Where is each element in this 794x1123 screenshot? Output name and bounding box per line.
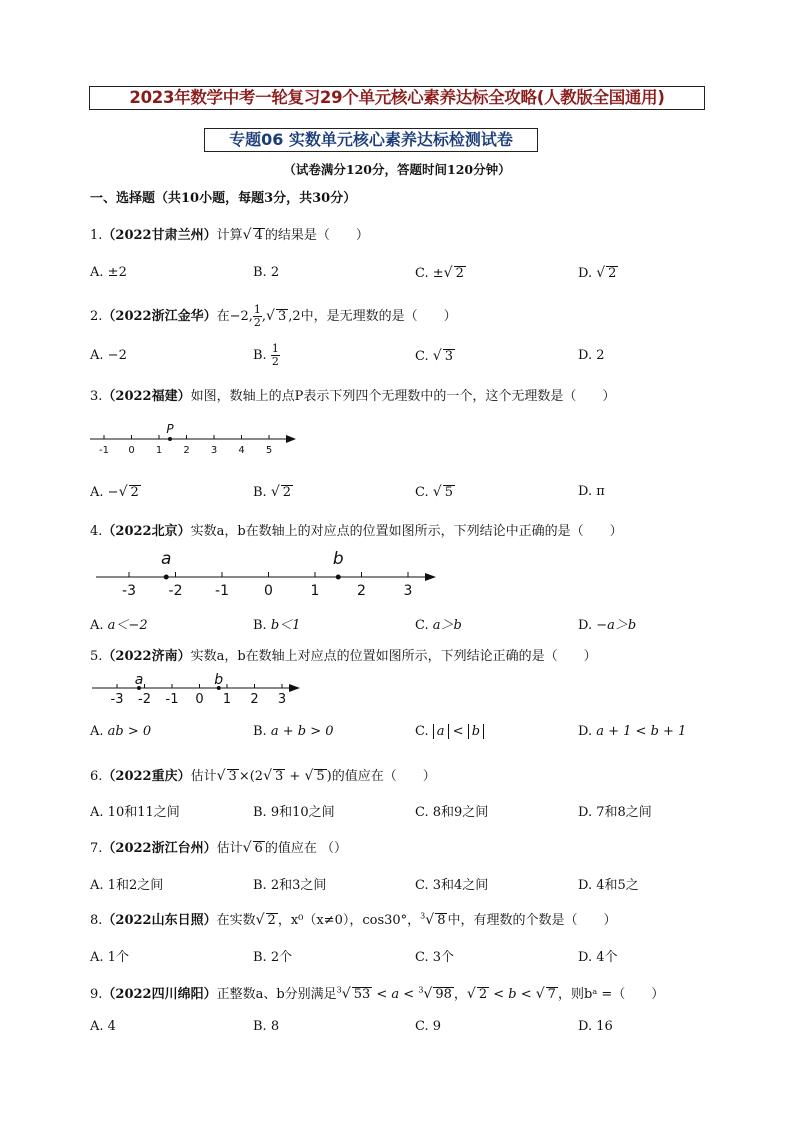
tick-label: -2 bbox=[168, 583, 183, 599]
question-source: （2022浙江台州） bbox=[102, 841, 217, 856]
point-label: P bbox=[166, 422, 174, 436]
tick-label: 0 bbox=[128, 445, 135, 456]
tick-label: 1 bbox=[310, 583, 320, 599]
option-9b[interactable]: B. 8 bbox=[253, 1019, 280, 1034]
number-line-q3 bbox=[90, 418, 305, 460]
option-8d[interactable]: D. 4个 bbox=[578, 950, 618, 965]
tick-label: 2 bbox=[357, 583, 366, 599]
tick-label: 4 bbox=[238, 445, 245, 456]
option-8a[interactable]: A. 1个 bbox=[90, 950, 129, 965]
option-8c[interactable]: C. 3个 bbox=[415, 950, 455, 965]
tick-label: -1 bbox=[165, 692, 179, 707]
question-3: 3.（2022福建）如图，数轴上的点P表示下列四个无理数中的一个，这个无理数是（ ） bbox=[90, 389, 616, 404]
exam-info: （试卷满分120分，答题时间120分钟） bbox=[283, 162, 511, 177]
question-source: （2022北京） bbox=[102, 524, 191, 539]
tick-label: 5 bbox=[265, 445, 273, 456]
question-6: 6.（2022重庆）估计√ 3 ×(2√ 3 + √ 5 )的值应在（ ） bbox=[90, 768, 436, 784]
option-5a[interactable]: A. ab > 0 bbox=[90, 724, 152, 739]
tick-label: 1 bbox=[222, 692, 232, 707]
tick-label: -2 bbox=[138, 692, 151, 707]
option-9a[interactable]: A. 4 bbox=[90, 1019, 116, 1034]
option-9c[interactable]: C. 9 bbox=[415, 1019, 442, 1034]
option-4b[interactable]: B. b＜1 bbox=[253, 618, 301, 633]
point-label: a bbox=[134, 672, 144, 688]
tick-label: -1 bbox=[99, 445, 109, 456]
tick-label: 1 bbox=[155, 445, 163, 456]
option-4c[interactable]: C. a＞b bbox=[415, 618, 462, 633]
point-marker bbox=[168, 437, 172, 441]
topic-title: 专题06 实数单元核心素养达标检测试卷 bbox=[204, 128, 538, 152]
question-source: （2022济南） bbox=[102, 649, 191, 664]
point-marker bbox=[164, 575, 169, 580]
option-2a[interactable]: A. −2 bbox=[90, 348, 127, 363]
question-5: 5.（2022济南）实数a，b在数轴上对应点的位置如图所示，下列结论正确的是（ ） bbox=[90, 649, 597, 664]
option-7b[interactable]: B. 2和3之间 bbox=[253, 878, 327, 893]
option-1d[interactable]: D. √ 2 bbox=[578, 265, 617, 281]
option-6b[interactable]: B. 9和10之间 bbox=[253, 805, 335, 820]
option-6d[interactable]: D. 7和8之间 bbox=[578, 805, 652, 820]
option-5b[interactable]: B. a + b > 0 bbox=[253, 724, 334, 739]
option-7a[interactable]: A. 1和2之间 bbox=[90, 878, 164, 893]
point-marker bbox=[336, 575, 341, 580]
main-title: 2023年数学中考一轮复习29个单元核心素养达标全攻略(人教版全国通用) bbox=[89, 86, 705, 110]
option-4a[interactable]: A. a＜−2 bbox=[90, 618, 148, 633]
tick-label: -1 bbox=[215, 583, 229, 599]
option-7d[interactable]: D. 4和5之 bbox=[578, 878, 639, 893]
question-8: 8.（2022山东日照）在实数√ 2 ，x⁰（x≠0），cos30°，$^3$√ 8 中，有理数的个数是（ ） bbox=[90, 911, 617, 928]
question-source: （2022山东日照） bbox=[102, 913, 217, 928]
point-label: b bbox=[214, 672, 224, 688]
option-3a[interactable]: A. −√ 2 bbox=[90, 484, 139, 500]
option-2d[interactable]: D. 2 bbox=[578, 348, 605, 363]
question-source: （2022甘肃兰州） bbox=[102, 228, 217, 243]
tick-label: -3 bbox=[110, 692, 124, 707]
question-source: （2022浙江金华） bbox=[102, 309, 217, 324]
tick-label: 0 bbox=[264, 583, 273, 599]
tick-label: -3 bbox=[122, 583, 136, 599]
option-8b[interactable]: B. 2个 bbox=[253, 950, 293, 965]
option-1b[interactable]: B. 2 bbox=[253, 265, 280, 280]
question-9: 9.（2022四川绵阳）正整数a、b分别满足$^3$√ 53 < a < $^3$√ 98 ，√ 2 < b < √ 7 ，则bᵃ =（ ） bbox=[90, 985, 665, 1002]
option-7c[interactable]: C. 3和4之间 bbox=[415, 878, 489, 893]
tick-label: 2 bbox=[250, 692, 259, 707]
number-line-q5 bbox=[92, 668, 307, 712]
tick-label: 3 bbox=[403, 583, 413, 599]
option-6a[interactable]: A. 10和11之间 bbox=[90, 805, 180, 820]
question-4: 4.（2022北京）实数a，b在数轴上的对应点的位置如图所示，下列结论中正确的是（ ） bbox=[90, 524, 623, 539]
option-1a[interactable]: A. ±2 bbox=[90, 265, 127, 280]
question-7: 7.（2022浙江台州）估计√ 6 的值应在 （） bbox=[90, 840, 347, 856]
tick-label: 3 bbox=[210, 445, 218, 456]
tick-label: 2 bbox=[183, 445, 190, 456]
question-1: 1.（2022甘肃兰州）计算√ 4 的结果是（ ） bbox=[90, 227, 369, 243]
tick-label: 0 bbox=[195, 692, 204, 707]
tick-label: 3 bbox=[277, 692, 287, 707]
number-line-q4 bbox=[96, 546, 441, 604]
question-source: （2022重庆） bbox=[102, 769, 191, 784]
point-label: a bbox=[160, 549, 172, 569]
option-2c[interactable]: C. √ 3 bbox=[415, 348, 453, 364]
option-5c[interactable]: C. a < b bbox=[415, 724, 484, 739]
section-heading: 一、选择题（共10小题，每题3分，共30分） bbox=[90, 191, 357, 206]
question-source: （2022福建） bbox=[102, 389, 191, 404]
point-label: b bbox=[332, 549, 344, 569]
question-2: 2.（2022浙江金华）在−2, $\frac{1}{2}$ ,√ 3 ,2中，是无理数的是（ ） bbox=[90, 303, 457, 329]
option-5d[interactable]: D. a + 1 < b + 1 bbox=[578, 724, 687, 739]
option-2b[interactable]: B. $\frac{1}{2}$ bbox=[253, 342, 279, 368]
option-9d[interactable]: D. 16 bbox=[578, 1019, 613, 1034]
option-1c[interactable]: C. ±√ 2 bbox=[415, 265, 464, 281]
option-3d[interactable]: D. π bbox=[578, 484, 605, 499]
option-3b[interactable]: B. √ 2 bbox=[253, 484, 292, 500]
question-source: （2022四川绵阳） bbox=[102, 987, 217, 1002]
option-3c[interactable]: C. √ 5 bbox=[415, 484, 453, 500]
option-6c[interactable]: C. 8和9之间 bbox=[415, 805, 489, 820]
option-4d[interactable]: D. −a＞b bbox=[578, 618, 637, 633]
